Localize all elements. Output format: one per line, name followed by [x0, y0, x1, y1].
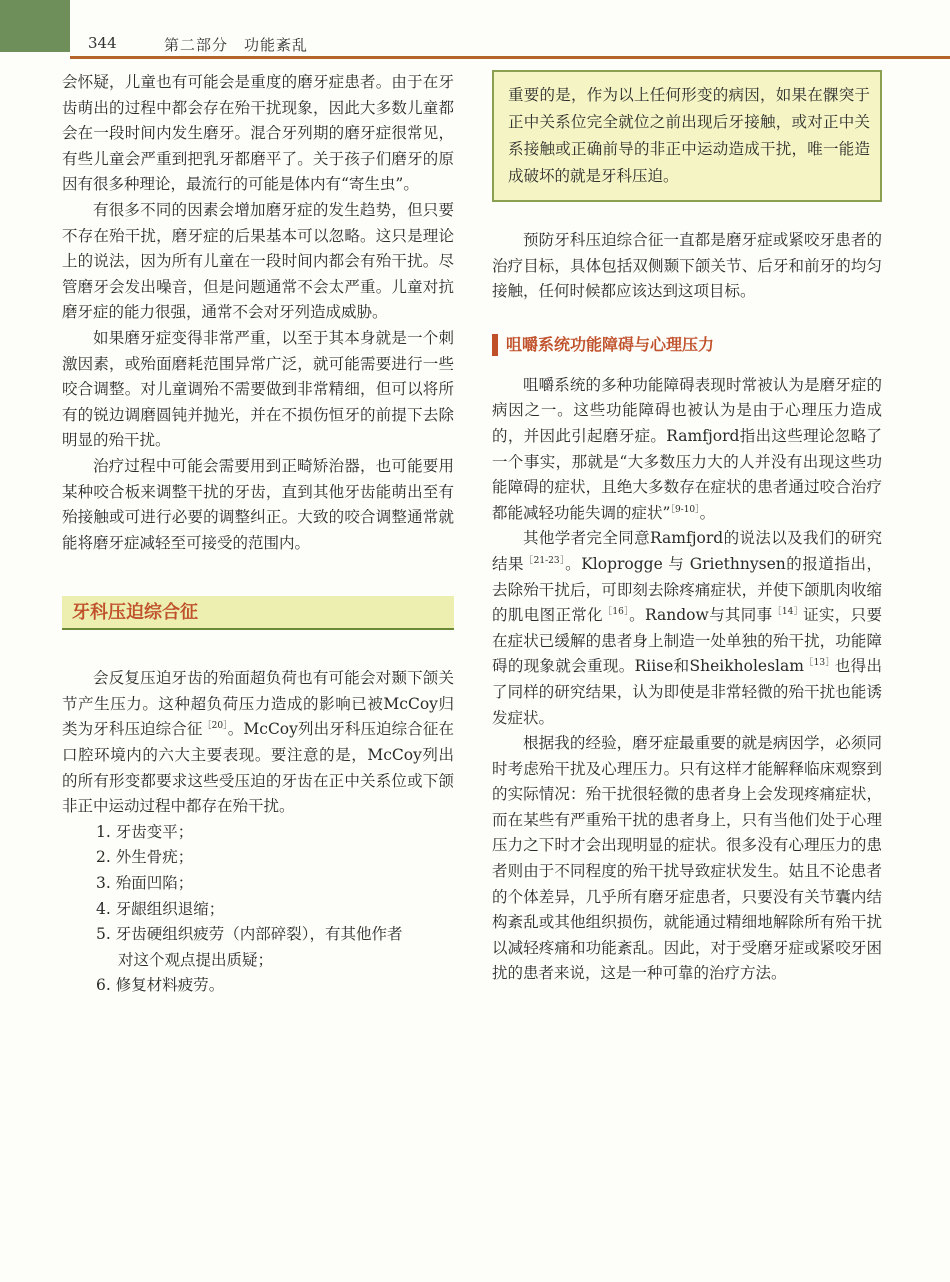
paragraph — [492, 526, 882, 731]
section-title: 牙科压迫综合征 — [72, 602, 198, 624]
header-rule — [70, 56, 950, 59]
paragraph: 有很多不同的因素会增加磨牙症的发生趋势，但只要不存在殆干扰，磨牙症的后果基本可以忽略。这只是理论上的说法，因为所有儿童在一段时间内都会有殆干扰。尽管磨牙会发出噪音，但是问题通常不会太严重。儿童对抗磨牙症的能力很强，通常不会对牙列造成威胁。 — [62, 200, 454, 322]
numbered-list — [62, 820, 454, 999]
running-head: 第二部分 功能紊乱 — [164, 36, 309, 54]
citation: ［9-10］ — [670, 504, 700, 515]
page-number: 344 — [88, 34, 117, 52]
text-run: 咀嚼系统的多种功能障碍表现时常被认为是磨牙症的病因之一。这些功能障碍也被认为是由于心理压力造成的，并因此引起磨牙症。Ramfjord指出这些理论忽略了一个事实，那就是“大多数压力大的人并没有出现这些功能障碍的症状，且绝大多数存在症状的患者通过咬合治疗都能减轻功能失调的症状” — [492, 375, 882, 522]
section-heading-dysfunction-stress — [492, 331, 882, 357]
citation: ［16］ — [603, 606, 630, 617]
citation: ［20］ — [202, 721, 228, 732]
left-column — [62, 70, 454, 999]
section-title: 咀嚼系统功能障碍与心理压力 — [506, 334, 715, 354]
list-item: 2. 外生骨疣； — [96, 848, 194, 867]
paragraph — [62, 666, 454, 820]
list-item — [62, 922, 454, 973]
callout-text: 重要的是，作为以上任何形变的病因，如果在髁突于正中关系位完全就位之前出现后牙接触，或对正中关系接触或正确前导的非正中运动造成干扰，唯一能造成破坏的就是牙科压迫。 — [508, 86, 870, 185]
text-run: 证实，只要在症状已缓解的患者身上制造一处单独的殆干扰，功能障碍的现象就会重现。Riise和Sheikholeslam — [492, 606, 883, 676]
callout-box — [492, 70, 882, 202]
corner-color-block — [0, 0, 70, 52]
list-item-continuation: 对这个观点提出质疑； — [118, 950, 274, 969]
list-item: 3. 殆面凹陷； — [96, 874, 194, 893]
paragraph: 根据我的经验，磨牙症最重要的就是病因学，必须同时考虑殆干扰及心理压力。只有这样才能解释临床观察到的实际情况：殆干扰很轻微的患者身上会发现疼痛症状，而在某些有严重殆干扰的患者身上，只有当他们处于心理压力之下时才会出现明显的症状。很多没有心理压力的患者则由于不同程度的殆干扰导致症状发生。姑且不论患者的个体差异，几乎所有磨牙症患者，只要没有关节囊内结构紊乱或其他组织损伤，就能通过精细地解除所有殆干扰以减轻疼痛和功能紊乱。因此，对于受磨牙症或紧咬牙困扰的患者来说，这是一种可靠的治疗方法。 — [492, 734, 882, 983]
list-item: 4. 牙龈组织退缩； — [96, 899, 225, 918]
citation: ［13］ — [803, 658, 835, 669]
paragraph: 会怀疑，儿童也有可能会是重度的磨牙症患者。由于在牙齿萌出的过程中都会存在殆干扰现象，因此大多数儿童都会在一段时间内发生磨牙。混合牙列期的磨牙症很常见，有些儿童会严重到把乳牙都磨平了。关于孩子们磨牙的原因有很多种理论，最流行的可能是体内有“寄生虫”。 — [62, 73, 454, 194]
text-run: 其他学者完全同意Ramfjord的说法以及我们的研究结果 — [492, 529, 882, 573]
paragraph: 预防牙科压迫综合征一直都是磨牙症或紧咬牙患者的治疗目标，具体包括双侧颞下颌关节、后牙和前牙的均匀接触，任何时候都应该达到这项目标。 — [492, 231, 882, 301]
paragraph: 如果磨牙症变得非常严重，以至于其本身就是一个刺激因素，或殆面磨耗范围异常广泛，就可能需要进行一些咬合调整。对儿童调殆不需要做到非常精细，但可以将所有的锐边调磨圆钝并抛光，并在不损伤恒牙的前提下去除明显的殆干扰。 — [62, 328, 454, 450]
citation: ［14］ — [772, 606, 804, 617]
text-run: 。Randow与其同事 — [629, 606, 773, 625]
section-marker-bar — [492, 334, 498, 356]
text-run: 。 — [699, 503, 716, 522]
list-item: 1. 牙齿变平； — [96, 822, 194, 841]
section-heading-dental-compression — [62, 596, 454, 630]
text-run: 。McCoy列出牙科压迫综合征在口腔环境内的六大主要表现。要注意的是，McCoy列出的所有形变都要求这些受压迫的牙齿在正中关系位或下颌非正中运动过程中都存在殆干扰。 — [62, 720, 454, 816]
right-column — [492, 70, 882, 987]
citation: ［21-23］ — [524, 555, 566, 566]
list-item-text: 5. 牙齿硬组织疲劳（内部碎裂），有其他作者 — [96, 925, 403, 944]
page-header — [72, 30, 950, 56]
text-run: 。Kloprogge 与 Griethnysen的报道指出，去除殆干扰后，可即刻去除疼痛症状，并使下颌肌肉收缩的肌电图正常化 — [492, 554, 882, 625]
paragraph — [492, 373, 882, 527]
text-run: 也得出了同样的研究结果，认为即使是非常轻微的殆干扰也能诱发症状。 — [492, 657, 882, 727]
list-item: 6. 修复材料疲劳。 — [96, 976, 225, 995]
text-run: 会反复压迫牙齿的殆面超负荷也有可能会对颞下颌关节产生压力。这种超负荷压力造成的影响已被McCoy归类为牙科压迫综合征 — [62, 669, 454, 739]
paragraph: 治疗过程中可能会需要用到正畸矫治器，也可能要用某种咬合板来调整干扰的牙齿，直到其他牙齿能萌出至有殆接触或可进行必要的调整纠正。大致的咬合调整通常就能将磨牙症减轻至可接受的范围内。 — [62, 456, 454, 552]
